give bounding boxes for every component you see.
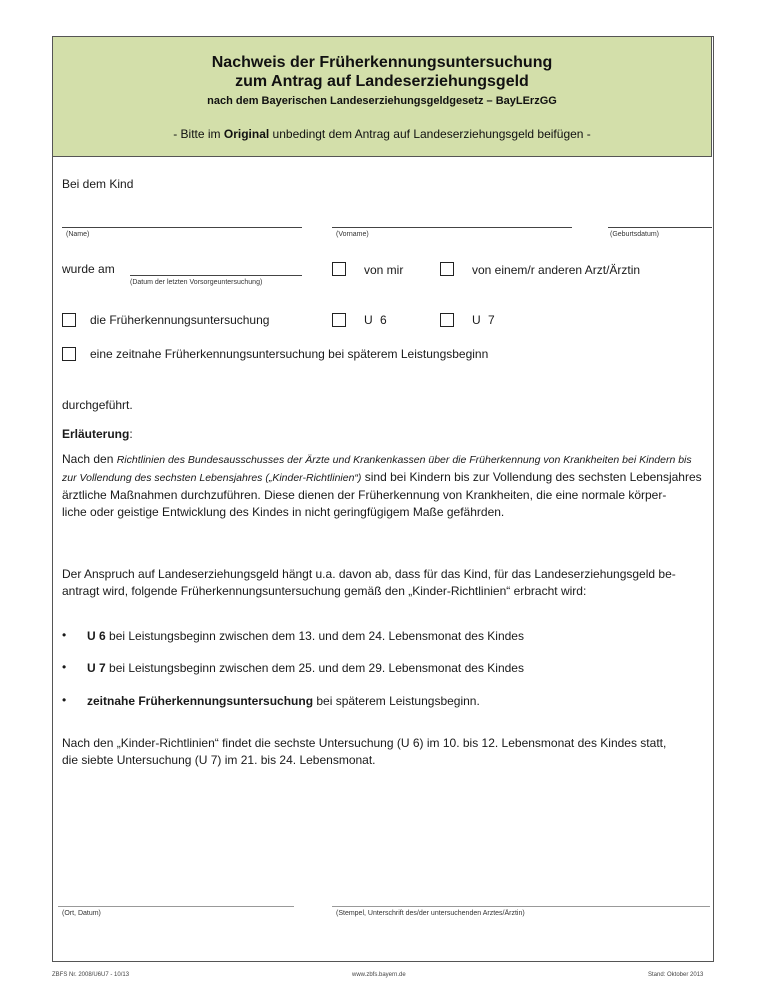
bullet-dot-1: • — [62, 628, 67, 642]
subtitle: nach dem Bayerischen Landeserziehungsgeldgesetz – BayLErzGG — [207, 95, 557, 107]
checkbox-von-anderem[interactable] — [440, 262, 454, 276]
explanation-paragraph-1: Nach den Richtlinien des Bundesausschusses der Ärzte und Krankenkassen über die Früherkennung von Krankheiten bei Kindern bis zur Vollendung des sechsten Lebensjahres („Kinder-Richtlinien“) sind bei Kindern bis zur Vollendung des sechsten Lebensjahres ärztliche Maßnahmen durchzuführen. Diese dienen der Früherkennung von Krankheiten, die eine normale körper- liche oder geistige Entwicklung des Kindes in nicht geringfügigem Maße gefährden. — [62, 452, 702, 519]
title-line-1: Nachweis der Früherkennungsuntersuchung — [211, 54, 553, 71]
checkbox-zeitnahe[interactable] — [62, 347, 76, 361]
wurde-am-text: wurde am — [62, 262, 115, 276]
explanation-paragraph-2: Der Anspruch auf Landeserziehungsgeld hängt u.a. davon ab, dass für das Kind, für das Landeserziehungsgeld be- antragt wird, folgende Früherkennungsuntersuchung gemäß den „Kinder-Richtlinien“ erbracht wird: — [62, 567, 676, 598]
checkbox-u6[interactable] — [332, 313, 346, 327]
vorname-label: (Vorname) — [336, 231, 369, 238]
intro-text: Bei dem Kind — [62, 177, 134, 191]
checkbox-fruherkennung[interactable] — [62, 313, 76, 327]
name-line[interactable] — [62, 227, 302, 228]
checkbox-u7[interactable] — [440, 313, 454, 327]
vorname-line[interactable] — [332, 227, 572, 228]
name-label: (Name) — [66, 231, 90, 238]
fruherkennung-label: die Früherkennungsuntersuchung — [90, 313, 270, 327]
bullet-item-u6: U 6 bei Leistungsbeginn zwischen dem 13. und dem 24. Lebensmonat des Kindes — [87, 629, 524, 643]
bullet-item-zeitnahe: zeitnahe Früherkennungsuntersuchung bei späterem Leistungsbeginn. — [87, 694, 480, 708]
explanation-paragraph-3: Nach den „Kinder-Richtlinien“ findet die sechste Untersuchung (U 6) im 10. bis 12. Lebensmonat des Kindes statt, die siebte Untersuchung (U 7) im 21. bis 24. Lebensmonat. — [62, 736, 667, 767]
geburtsdatum-label: (Geburtsdatum) — [610, 231, 660, 238]
u7-label: U 7 — [472, 313, 497, 327]
durchgefuehrt-text: durchgeführt. — [62, 398, 133, 412]
u6-label: U 6 — [364, 313, 389, 327]
footer-right: Stand: Oktober 2013 — [648, 972, 704, 978]
datum-line[interactable] — [130, 275, 302, 276]
bullet-dot-3: • — [62, 693, 67, 707]
von-mir-label: von mir — [364, 263, 404, 277]
header-note: - Bitte im Original unbedingt dem Antrag auf Landeserziehungsgeld beifügen - — [173, 127, 591, 141]
ort-datum-line[interactable] — [58, 906, 294, 907]
footer-center: www.zbfs.bayern.de — [352, 972, 406, 978]
stempel-label: (Stempel, Unterschrift des/der untersuchenden Arztes/Ärztin) — [336, 910, 525, 917]
datum-label: (Datum der letzten Vorsorgeuntersuchung) — [130, 279, 263, 286]
von-anderem-label: von einem/r anderen Arzt/Ärztin — [472, 263, 641, 277]
title-line-2: zum Antrag auf Landeserziehungsgeld — [235, 73, 529, 90]
zeitnahe-label: eine zeitnahe Früherkennungsuntersuchung bei späterem Leistungsbeginn — [90, 347, 489, 361]
footer-left: ZBFS Nr. 2008/U6U7 - 10/13 — [52, 972, 130, 978]
bullet-dot-2: • — [62, 660, 67, 674]
checkbox-von-mir[interactable] — [332, 262, 346, 276]
stempel-line[interactable] — [332, 906, 710, 907]
form-header — [52, 36, 712, 157]
ort-datum-label: (Ort, Datum) — [62, 910, 101, 917]
explanation-heading: Erläuterung: — [62, 427, 133, 441]
bullet-item-u7: U 7 bei Leistungsbeginn zwischen dem 25. und dem 29. Lebensmonat des Kindes — [87, 661, 524, 675]
geburtsdatum-line[interactable] — [608, 227, 712, 228]
